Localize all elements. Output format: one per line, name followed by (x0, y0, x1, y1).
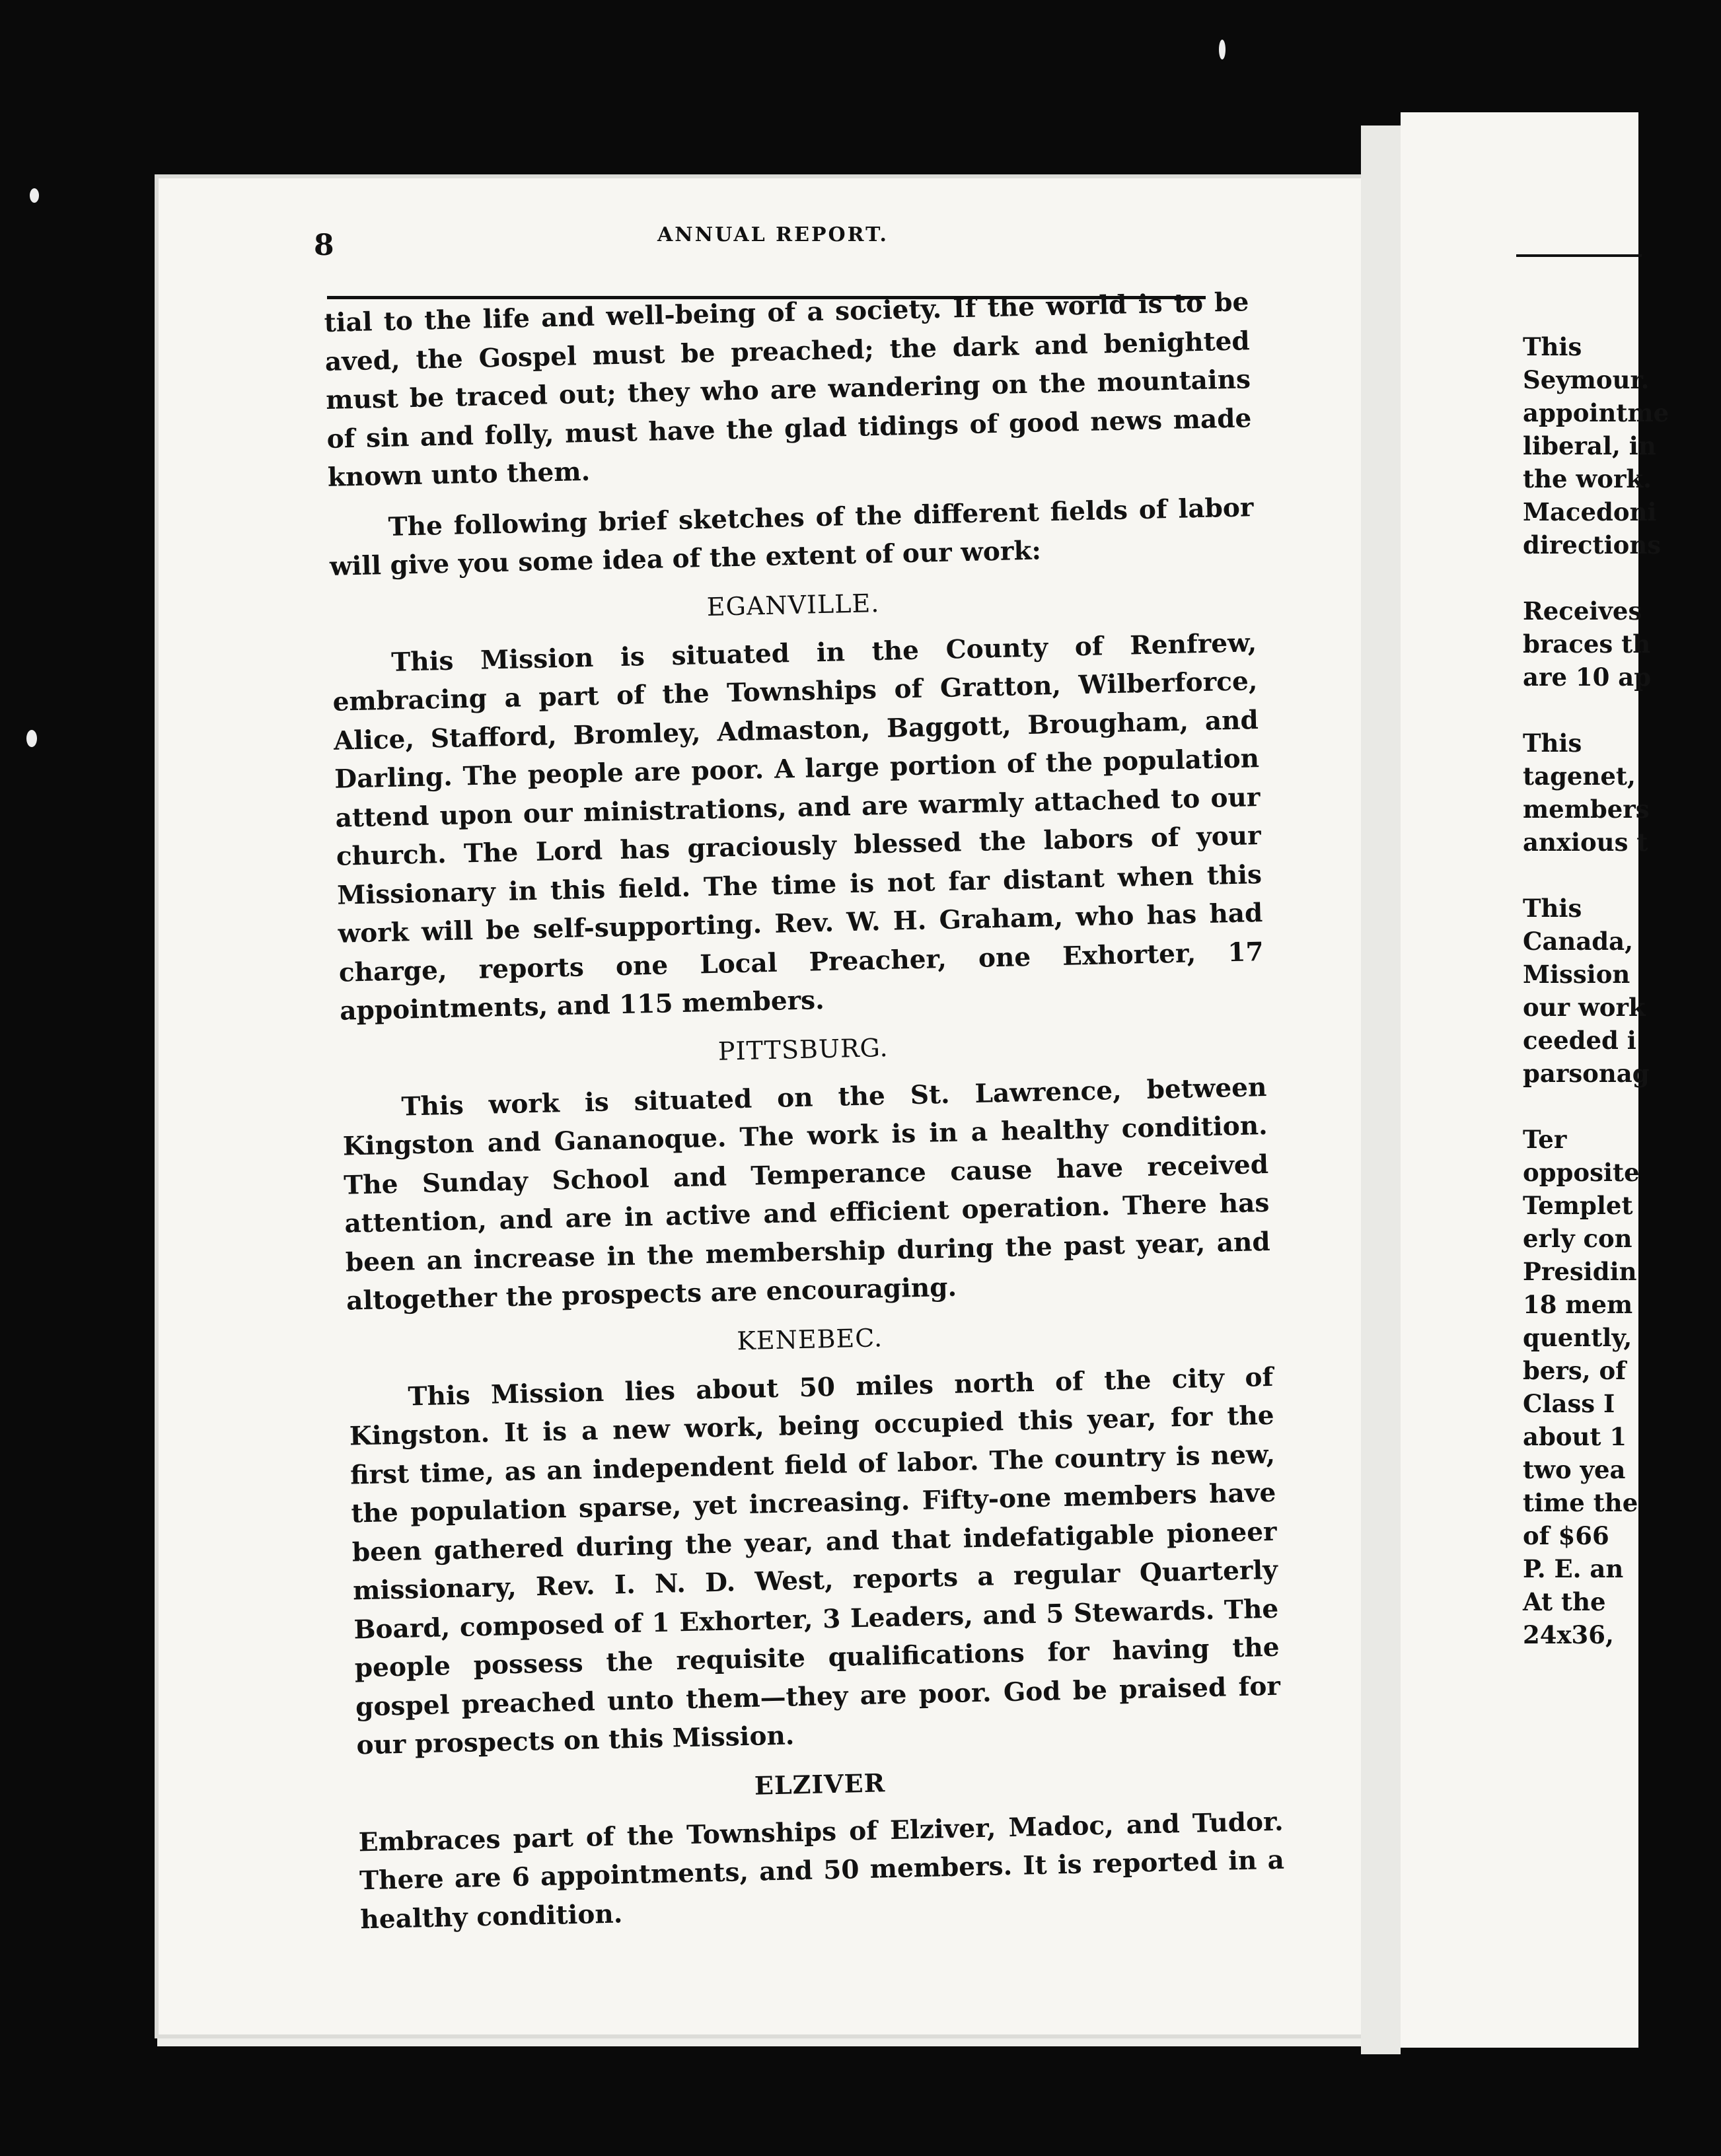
right-line: of $66 (1523, 1521, 1609, 1550)
right-line: Mission (1523, 960, 1630, 989)
paragraph-intro: tial to the life and well-being of a society. If the world is to be aved, the Gospel must be preached; the dark and benighted must be traced out; they who are wandering on the mountains of sin and folly, must have the glad tidings of good news made known unto them. (324, 287, 1252, 493)
page-number: 8 (314, 229, 334, 262)
section-heading-eganville: EGANVILLE. (706, 588, 880, 622)
right-line: P. E. an (1523, 1554, 1624, 1583)
right-line: At the (1523, 1587, 1606, 1616)
right-line: Canada, (1523, 927, 1634, 956)
right-line: anxious t (1523, 828, 1648, 857)
running-head: ANNUAL REPORT. (657, 223, 889, 246)
right-line: time the (1523, 1488, 1638, 1517)
section-text-eganville: This Mission is situated in the County of Renfrew, embracing a part of the Townships of Gratton, Wilberforce, Alice, Stafford, Bromley, Admaston, Baggott, Brougham, and Darling. The people are poor. A large portion of the population attend upon our ministrations, and are warmly attached to our church. The Lord has graciously blessed the labors of your Missionary in this field. The time is not far distant when this work will be self-supporting. Rev. W. H. Graham, who has had charge, reports one Local Preacher, one Exhorter, 17 appointments, and 115 members. (332, 627, 1264, 1026)
scan-speck (26, 730, 37, 747)
right-page-text (1523, 330, 1721, 1651)
right-header-rule (1516, 254, 1642, 257)
right-line: This (1523, 729, 1582, 758)
right-line: opposite (1523, 1158, 1640, 1187)
scan-speck (30, 188, 39, 203)
page-gutter (1361, 126, 1401, 2054)
right-line: 18 mem (1523, 1290, 1633, 1319)
right-line: quently, (1523, 1323, 1632, 1352)
right-line: Seymour. (1523, 365, 1650, 394)
right-line: are 10 ap (1523, 663, 1652, 692)
section-text-kenebec: This Mission lies about 50 miles north of the city of Kingston. It is a new work, being occupied this year, for the first time, as an independent field of labor. The country is new, the population sparse, yet increasing. Fifty-one members have been gathered during the year, and that indefatigable pioneer missionary, Rev. I. N. D. West, reports a regular Quarterly Board, composed of 1 Exhorter, 3 Leaders, and 5 Stewards. The people possess the requisite qualifications for having the gospel preached unto them—they are poor. God be praised for our prospects on this Mission. (349, 1361, 1281, 1761)
right-line: This (1523, 332, 1582, 361)
page-header (314, 218, 1226, 262)
page-body (324, 283, 1286, 1939)
right-line: two yea (1523, 1455, 1626, 1484)
section-heading-elziver: ELZIVER (754, 1767, 886, 1801)
section-text-pittsburg: This work is situated on the St. Lawrence, between Kingston and Gananoque. The work is in a healthy condition. The Sunday School and Temperance cause have received attention, and are in active and efficient operation. There has been an increase in the membership during the past year, and altogether the prospects are encouraging. (342, 1071, 1271, 1316)
right-line: ceeded i (1523, 1026, 1636, 1055)
right-line: bers, of (1523, 1356, 1627, 1385)
right-line: Receives (1523, 596, 1642, 626)
right-line: about 1 (1523, 1422, 1627, 1451)
right-line: parsonag (1523, 1059, 1650, 1088)
section-heading-pittsburg: PITTSBURG. (717, 1032, 889, 1066)
right-line: tagenet, (1523, 762, 1636, 791)
right-line: Class I (1523, 1389, 1615, 1418)
right-line: our work (1523, 993, 1646, 1022)
right-line: Presidin (1523, 1257, 1637, 1286)
right-line: appointme (1523, 398, 1669, 427)
section-heading-kenebec: KENEBEC. (736, 1322, 883, 1355)
scan-speck (1219, 40, 1226, 59)
right-line: the work. (1523, 464, 1652, 493)
right-line: Ter (1523, 1125, 1567, 1154)
right-line: erly con (1523, 1224, 1632, 1253)
right-line: liberal, in (1523, 431, 1656, 460)
paragraph-fields: The following brief sketches of the different fields of labor will give you some idea of the extent of our work: (329, 491, 1254, 582)
right-line: braces th (1523, 629, 1651, 659)
right-line: directions (1523, 530, 1662, 559)
right-line: members (1523, 795, 1650, 824)
right-line: Macedoni (1523, 497, 1657, 526)
right-line: Templet (1523, 1191, 1633, 1220)
section-text-elziver: Embraces part of the Townships of Elziver, Madoc, and Tudor. There are 6 appointments, and 50 members. It is reported in a healthy condition. (358, 1806, 1285, 1935)
right-line: 24x36, (1523, 1620, 1614, 1649)
right-line: This (1523, 894, 1582, 923)
